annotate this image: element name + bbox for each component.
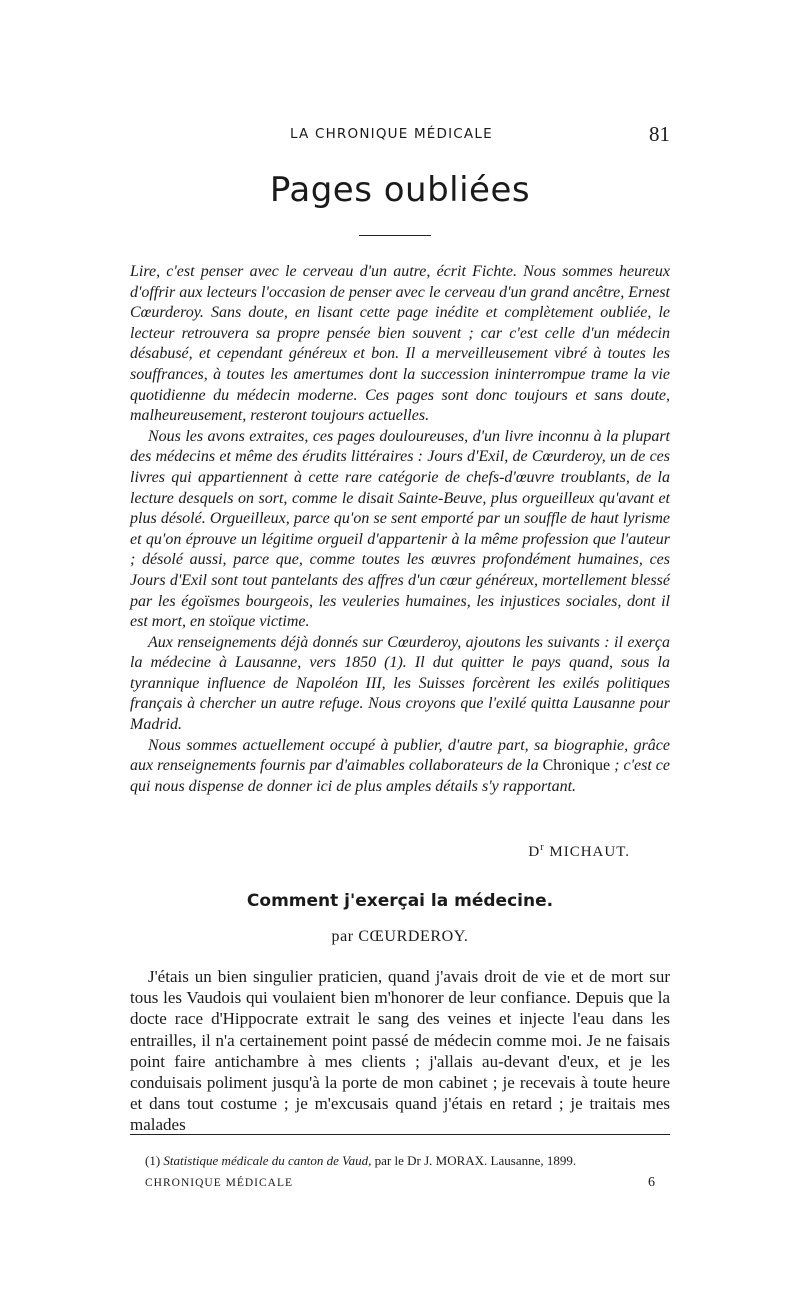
footnote-marker: (1) — [145, 1153, 161, 1168]
running-title: LA CHRONIQUE MÉDICALE — [290, 126, 493, 142]
signature-prefix: D — [528, 844, 541, 860]
editor-signature — [528, 842, 630, 861]
body-paragraph: J'étais un bien singulier praticien, quand j'avais droit de vie et de mort sur tous les Vaudois qui voulaient bien m'honorer de leur confiance. Depuis que la docte race d'Hippocrate extrait le sang des veines et injecte l'eau dans les entrailles, il n'a certainement point passé de médecin comme moi. Je ne faisais point faire antichambre à mes clients ; j'allais au-devant d'eux, et je les conduisais poliment jusqu'à la porte de mon cabinet ; je recevais à toute heure et dans tout costume ; je m'excusais quand j'étais en retard ; je traitais mes malades — [130, 967, 670, 1135]
journal-name: Chronique — [542, 757, 611, 775]
footnote — [145, 1153, 670, 1169]
section-heading: Comment j'exerçai la médecine. — [246, 891, 554, 911]
footnote-text: par le Dr J. MORAX. Lausanne, 1899. — [371, 1153, 577, 1168]
footnote-title: Statistique médicale du canton de Vaud, — [163, 1153, 372, 1168]
page-title: Pages oubliées — [269, 170, 531, 210]
intro-paragraph: Lire, c'est penser avec le cerveau d'un autre, écrit Fichte. Nous sommes heureux d'offrir aux lecteurs l'occasion de penser avec le cerveau d'un grand ancêtre, Ernest Cœurderoy. Sans doute, en lisant cette page inédite et complètement oubliée, le lecteur retrouvera sa propre pensée bien souvent ; car c'est celle d'un médecin désabusé, et cependant généreux et bon. Il a merveilleusement vibré à toutes les souffrances, à toutes les amertumes dont la succession ininterrompue trame la vie quotidienne du médecin moderne. Ces pages sont donc toujours et sans doute, malheureusement, resteront toujours actuelles. — [130, 263, 670, 425]
running-header — [130, 124, 670, 148]
intro-paragraph: Aux renseignements déjà donnés sur Cœurderoy, ajoutons les suivants : il exerça la médecine à Lausanne, vers 1850 (1). Il dut quitter le pays quand, sous la tyrannique influence de Napoléon III, les Suisses forcèrent les exilés politiques français à chercher un autre refuge. Nous croyons que l'exilé quitta Lausanne pour Madrid. — [130, 633, 670, 734]
signature-journal: CHRONIQUE MÉDICALE — [145, 1177, 294, 1189]
printer-signature-mark — [145, 1175, 655, 1193]
signature-sup: r — [540, 842, 545, 853]
intro-text: ; c'est ce qui nous dispense de donner ici de plus amples détails s'y rapportant. — [130, 757, 670, 795]
signature-name: MICHAUT. — [549, 844, 630, 860]
editorial-introduction — [130, 262, 670, 797]
intro-text: Nous sommes actuellement occupé à publier, d'autre part, sa biographie, grâce aux renseignements fournis par d'aimables collaborateurs de la — [130, 736, 670, 775]
intro-paragraph — [130, 736, 670, 798]
footnote-divider — [130, 1134, 670, 1135]
page-number: 81 — [649, 122, 670, 146]
title-divider — [359, 235, 431, 236]
signature-number: 6 — [648, 1175, 655, 1190]
intro-paragraph: Nous les avons extraites, ces pages douloureuses, d'un livre inconnu à la plupart des médecins et même des érudits littéraires : Jours d'Exil, de Cœurderoy, un de ces livres qui appartiennent à cette rare catégorie de chefs-d'œuvre troublants, de la lecture desquels on sort, comme le disait Sainte-Beuve, plus orgueilleux qu'avant et plus désolé. Orgueilleux, parce qu'on se sent emporté par un souffle de haut lyrisme et qu'on éprouve un légitime orgueil d'appartenir à la même profession que l'auteur ; désolé aussi, parce que, comme toutes les œuvres profondément humaines, ces Jours d'Exil sont tout pantelants des affres d'un cœur généreux, mortellement blessé par les égoïsmes bourgeois, les veuleries humaines, les injustices sociales, dont il est mort, en stoïque victime. — [130, 427, 670, 631]
author-byline: par CŒURDEROY. — [331, 928, 469, 945]
article-body — [130, 966, 670, 1136]
